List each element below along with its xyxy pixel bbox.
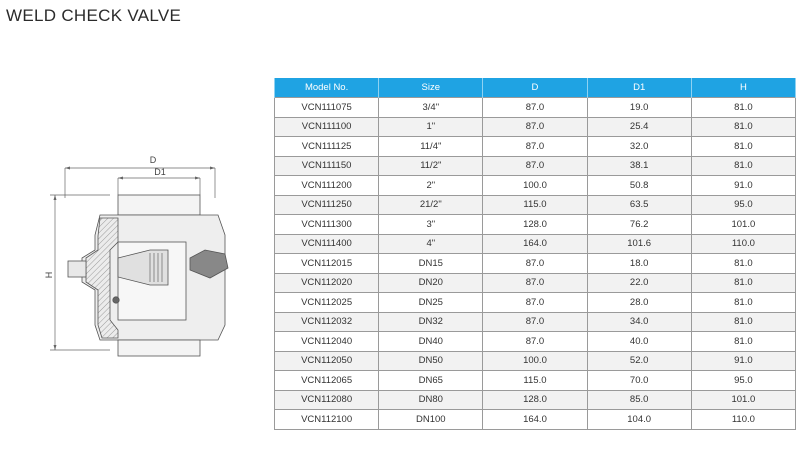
cell-h: 110.0 xyxy=(691,234,795,254)
cell-d1: 18.0 xyxy=(587,254,691,274)
table-row xyxy=(275,176,796,196)
cell-size: DN40 xyxy=(379,332,483,352)
table-row xyxy=(275,390,796,410)
cell-h: 81.0 xyxy=(691,98,795,118)
cell-h: 101.0 xyxy=(691,215,795,235)
cell-size: 11/4" xyxy=(379,137,483,157)
cell-d1: 85.0 xyxy=(587,390,691,410)
cell-size: 11/2" xyxy=(379,156,483,176)
cell-d: 100.0 xyxy=(483,351,587,371)
cell-d: 164.0 xyxy=(483,410,587,430)
cell-model: VCN112020 xyxy=(275,273,379,293)
table-row xyxy=(275,312,796,332)
cell-d: 87.0 xyxy=(483,137,587,157)
table-row xyxy=(275,351,796,371)
page-title: WELD CHECK VALVE xyxy=(6,6,182,25)
cell-h: 95.0 xyxy=(691,371,795,391)
cell-d: 87.0 xyxy=(483,293,587,313)
cell-d1: 22.0 xyxy=(587,273,691,293)
dimension-h-label: H xyxy=(44,271,54,279)
col-header-h: H xyxy=(691,78,795,98)
cell-model: VCN112025 xyxy=(275,293,379,313)
cell-d1: 25.4 xyxy=(587,117,691,137)
cell-size: 4" xyxy=(379,234,483,254)
col-header-size: Size xyxy=(379,78,483,98)
cell-d1: 40.0 xyxy=(587,332,691,352)
cell-d1: 52.0 xyxy=(587,351,691,371)
spec-table xyxy=(274,78,796,430)
dimension-d-label: D xyxy=(149,155,157,165)
cell-d1: 76.2 xyxy=(587,215,691,235)
cell-d1: 50.8 xyxy=(587,176,691,196)
cell-d: 128.0 xyxy=(483,215,587,235)
cell-d: 87.0 xyxy=(483,98,587,118)
cell-d1: 19.0 xyxy=(587,98,691,118)
cell-size: DN15 xyxy=(379,254,483,274)
cell-d: 115.0 xyxy=(483,195,587,215)
cell-d: 164.0 xyxy=(483,234,587,254)
cell-d1: 104.0 xyxy=(587,410,691,430)
cell-d: 87.0 xyxy=(483,117,587,137)
cell-model: VCN111250 xyxy=(275,195,379,215)
cell-d: 87.0 xyxy=(483,254,587,274)
cell-size: DN65 xyxy=(379,371,483,391)
cell-size: 2" xyxy=(379,176,483,196)
table-row xyxy=(275,117,796,137)
cell-h: 81.0 xyxy=(691,137,795,157)
cell-model: VCN112100 xyxy=(275,410,379,430)
cell-model: VCN111200 xyxy=(275,176,379,196)
cell-model: VCN111400 xyxy=(275,234,379,254)
cell-h: 81.0 xyxy=(691,293,795,313)
valve-technical-drawing xyxy=(40,150,240,370)
cell-model: VCN111125 xyxy=(275,137,379,157)
table-row xyxy=(275,293,796,313)
cell-h: 91.0 xyxy=(691,176,795,196)
cell-d1: 28.0 xyxy=(587,293,691,313)
cell-size: DN80 xyxy=(379,390,483,410)
cell-d: 100.0 xyxy=(483,176,587,196)
cell-model: VCN112065 xyxy=(275,371,379,391)
cell-d1: 34.0 xyxy=(587,312,691,332)
cell-h: 110.0 xyxy=(691,410,795,430)
table-row xyxy=(275,215,796,235)
table-row xyxy=(275,273,796,293)
cell-d1: 63.5 xyxy=(587,195,691,215)
col-header-model: Model No. xyxy=(275,78,379,98)
table-row xyxy=(275,332,796,352)
cell-model: VCN112050 xyxy=(275,351,379,371)
cell-h: 95.0 xyxy=(691,195,795,215)
cell-model: VCN112040 xyxy=(275,332,379,352)
cell-h: 81.0 xyxy=(691,254,795,274)
cell-model: VCN112080 xyxy=(275,390,379,410)
cell-d1: 38.1 xyxy=(587,156,691,176)
cell-h: 81.0 xyxy=(691,312,795,332)
dimension-d1-label: D1 xyxy=(154,167,166,177)
cell-h: 91.0 xyxy=(691,351,795,371)
cell-d: 87.0 xyxy=(483,156,587,176)
cell-model: VCN112015 xyxy=(275,254,379,274)
cell-d: 87.0 xyxy=(483,332,587,352)
cell-h: 81.0 xyxy=(691,332,795,352)
cell-model: VCN111075 xyxy=(275,98,379,118)
cell-size: DN50 xyxy=(379,351,483,371)
valve-body xyxy=(68,195,228,356)
cell-d: 87.0 xyxy=(483,312,587,332)
dimension-d xyxy=(65,167,215,199)
cell-size: 3/4" xyxy=(379,98,483,118)
cell-model: VCN111300 xyxy=(275,215,379,235)
cell-d: 115.0 xyxy=(483,371,587,391)
cell-size: 1" xyxy=(379,117,483,137)
cell-size: 3" xyxy=(379,215,483,235)
table-row xyxy=(275,410,796,430)
table-row xyxy=(275,371,796,391)
cell-h: 81.0 xyxy=(691,156,795,176)
cell-size: DN32 xyxy=(379,312,483,332)
table-body xyxy=(275,98,796,430)
cell-d: 87.0 xyxy=(483,273,587,293)
cell-d1: 70.0 xyxy=(587,371,691,391)
cell-d: 128.0 xyxy=(483,390,587,410)
table-row xyxy=(275,234,796,254)
table-row xyxy=(275,98,796,118)
col-header-d1: D1 xyxy=(587,78,691,98)
cell-d1: 32.0 xyxy=(587,137,691,157)
cell-h: 101.0 xyxy=(691,390,795,410)
cell-d1: 101.6 xyxy=(587,234,691,254)
cell-size: DN20 xyxy=(379,273,483,293)
table-row xyxy=(275,195,796,215)
cell-size: DN100 xyxy=(379,410,483,430)
cell-model: VCN111150 xyxy=(275,156,379,176)
cell-h: 81.0 xyxy=(691,273,795,293)
table-row xyxy=(275,137,796,157)
cell-model: VCN112032 xyxy=(275,312,379,332)
cell-size: DN25 xyxy=(379,293,483,313)
cell-h: 81.0 xyxy=(691,117,795,137)
col-header-d: D xyxy=(483,78,587,98)
table-row xyxy=(275,254,796,274)
dimension-d1 xyxy=(118,177,200,196)
table-header-row xyxy=(275,78,796,98)
cell-size: 21/2" xyxy=(379,195,483,215)
cell-model: VCN111100 xyxy=(275,117,379,137)
table-row xyxy=(275,156,796,176)
